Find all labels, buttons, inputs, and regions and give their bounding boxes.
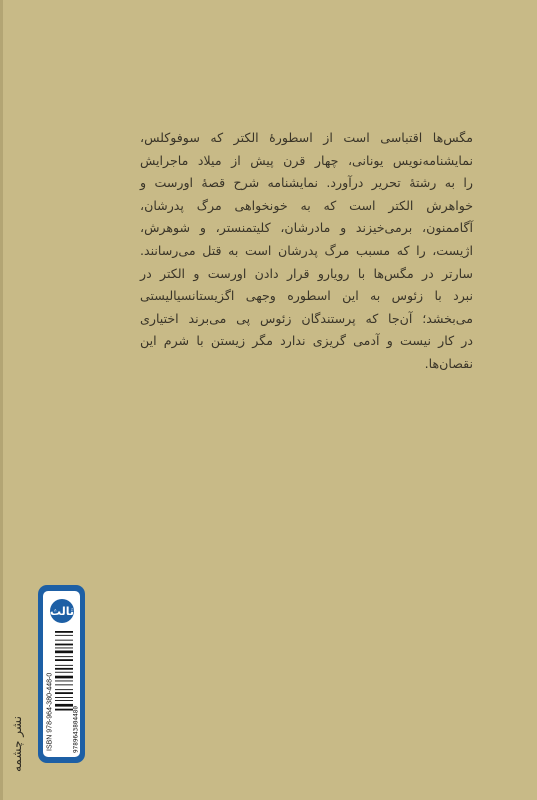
description-line-8: نبرد با زئوس به این اسطوره وجهی اگزیستانسیالیستی: [140, 288, 473, 304]
isbn-number: ISBN 978-964-380-448-0: [46, 672, 54, 751]
barcode-icon: [55, 629, 73, 739]
description-line-4: خواهرش الکتر است که به خونخواهی مرگ پدرشان،: [140, 197, 473, 213]
description-line-5: آگاممنون، برمی‌خیزند و مادرشان، کلیتمنستر، و شوهرش،: [140, 220, 473, 236]
description-line-9: می‌بخشد؛ آن‌جا که پرستندگان زئوس پی می‌برند اختیاری: [140, 310, 473, 326]
back-cover-description: [140, 127, 473, 376]
publisher-logo-icon: ثالث: [50, 599, 74, 623]
description-line-1: مگس‌ها اقتباسی است از اسطورهٔ الکتر که سوفوکلس،: [140, 130, 473, 145]
cover-edge: [0, 0, 3, 800]
publisher-signature-logo: نشر چشمه: [10, 716, 24, 772]
description-line-7: سارتر در مگس‌ها با رویارو قرار دادن اورست و الکتر در: [140, 265, 473, 281]
barcode-digits: 9789643804480: [72, 706, 80, 753]
description-line-3: را به رشتهٔ تحریر درآورد. نمایشنامه شرح قصهٔ اورست و: [140, 175, 473, 191]
description-line-10: در کار نیست و آدمی گریزی ندارد مگر زیستن با شرم این: [140, 333, 473, 349]
isbn-sticker: [38, 585, 85, 763]
description-line-11: نقصان‌ها.: [424, 355, 473, 371]
description-line-6: اژیست، را که مسبب مرگ پدرشان است به قتل می‌رسانند.: [140, 242, 473, 258]
sticker-label: [43, 591, 80, 757]
description-line-2: نمایشنامه‌نویس یونانی، چهار قرن پیش از میلاد ماجرایش: [140, 152, 473, 168]
